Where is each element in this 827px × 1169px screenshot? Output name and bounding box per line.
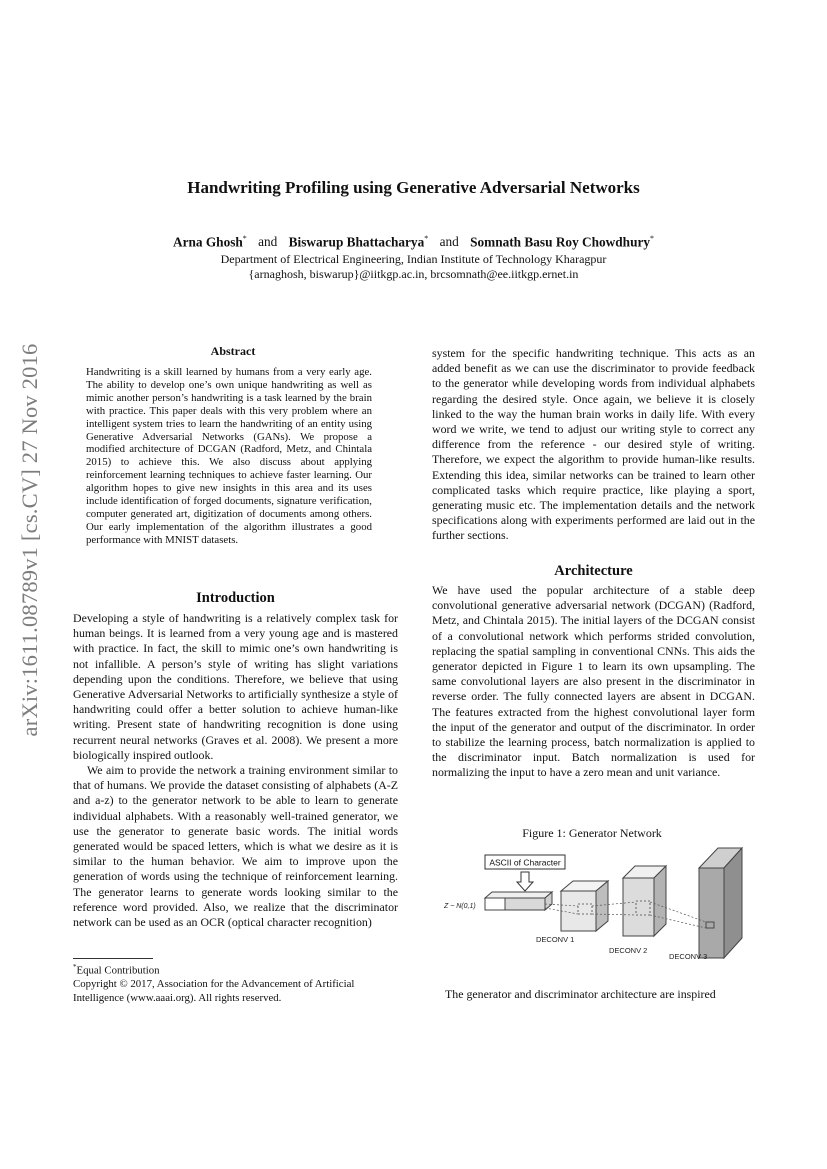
architecture-heading: Architecture: [554, 563, 633, 579]
deconv1-label: DECONV 1: [536, 935, 575, 944]
deconv1-block: [561, 891, 596, 931]
arxiv-sidebar: [10, 300, 50, 780]
introduction-heading: Introduction: [196, 590, 275, 606]
architecture-paragraph: We have used the popular architecture of a stable deep convolutional generative adversarial network (DCGAN) (Radford, Metz, and Chintala 2015). The initial layers of the DCGAN consist of a convolutional network which performs strided convolution, replacing the spatial sampling in conventional CNNs. This aids the generator depicted in Figure 1 to learn its own upsampling. The same convolutional layers are also present in the discriminator in reverse order. The fully connected layers are absent in DCGAN. The features extracted from the highest convolutional layer form the input of the generator and output of the discriminator. In order to stabilize the learning process, batch normalization is applied to the discriminator input. Batch normalization is used for normalizing the input to have a zero mean and unit variance.: [432, 583, 755, 780]
right-column-continuation: [432, 346, 755, 544]
footnote: [73, 961, 398, 1005]
introduction-body: [73, 611, 398, 930]
z-noise-label: Z ~ N(0,1): [444, 903, 476, 910]
introduction-paragraph-1: Developing a style of handwriting is a relatively complex task for human beings. It is learned from a very young age and is mastered with practice. In fact, the skill to mimic one’s own handwriting is not infallible. A person’s style of writing has slight variations depending upon the conditions. Therefore, we believe that using Generative Adversarial Networks to artificially synthesize a style of handwriting could offer a better solution to achieve human-like writing. Present state of handwriting recognition is done using recurrent neural networks (Graves et al. 2008). We present a more biologically inspired outlook.: [73, 611, 398, 762]
paper-title: Handwriting Profiling using Generative Adversarial Networks: [187, 178, 640, 197]
architecture-body: [432, 583, 755, 781]
down-arrow-icon: [517, 872, 533, 891]
continuation-paragraph: system for the specific handwriting technique. This acts as an added benefit as we can use the discriminator to provide feedback to the generator while developing words from individual alphabets regarding the desired style. Once again, we believe it is closely linked to the way the human brain works in daily life. With every word we write, we tend to adjust our writing style to correct any difference from the reference - our desired style of writing. Therefore, we expect the algorithm to provide human-like results. Extending this idea, similar networks can be trained to learn other complicated tasks which require practice, like playing a sport, generating music etc. The implementation details and the network specifications along with experiments performed are laid out in the further sections.: [432, 346, 755, 543]
author-1: Arna Ghosh: [172, 234, 243, 250]
author-emails: {arnaghosh, biswarup}@iitkgp.ac.in, brcsomnath@ee.iitkgp.ernet.in: [248, 267, 579, 281]
after-figure-paragraph: The generator and discriminator architecture are inspired: [445, 987, 716, 1001]
author-separator: and: [439, 234, 459, 250]
footnote-copyright: Copyright © 2017, Association for the Advancement of Artificial Intelligence (www.aaai.org). All rights reserved.: [73, 978, 355, 1004]
author-3: Somnath Basu Roy Chowdhury: [470, 234, 651, 250]
deconv3-label: DECONV 3: [669, 952, 708, 961]
author-list: [0, 234, 827, 250]
author-1-mark: *: [242, 234, 247, 243]
figure-1-caption: Figure 1: Generator Network: [522, 826, 662, 840]
author-2: Biswarup Bhattacharya: [288, 234, 425, 250]
generator-network-figure: [426, 846, 756, 971]
deconv3-block: [699, 868, 724, 958]
author-separator: and: [258, 234, 278, 250]
abstract-text: Handwriting is a skill learned by humans from a very early age. The ability to develop one’s own unique handwriting as well as mimic another person’s handwriting is a task learned by the brain with practice. This paper deals with this very problem where an intelligent system tries to learn the handwriting of an entity using Generative Adversarial Networks (GANs). We propose a modified architecture of DCGAN (Radford, Metz, and Chintala 2015) to achieve this. We also discuss about applying reinforcement learning techniques to achieve faster learning. Our algorithm hopes to give new insights in this area and its uses include identification of forged documents, signature verification, computer generated art, digitization of documents among others. Our early implementation of the algorithm illustrates a good performance with MNIST datasets.: [86, 366, 372, 546]
author-3-mark: *: [650, 234, 655, 243]
affiliation: Department of Electrical Engineering, Indian Institute of Technology Kharagpur: [220, 252, 607, 266]
introduction-paragraph-2: We aim to provide the network a training environment similar to that of humans. We provide the dataset consisting of alphabets (A-Z and a-z) to the generator network to be able to learn to generate individual alphabets. With a reasonably well-trained generator, we use the generator to generate basic words. The initial words generated would be spaced letters, which is what we desire as it is similar to the human behavior. We aim to improve upon the generation of words using the technique of reinforcement learning. The generator learns to generate words looking similar to the reference word provided. Also, we realize that the discriminator network can be used as an OCR (optical character recognition): [73, 763, 398, 930]
arxiv-id: arXiv:1611.08789v1 [cs.CV] 27 Nov 2016: [17, 343, 42, 737]
deconv2-label: DECONV 2: [609, 946, 648, 955]
author-2-mark: *: [424, 234, 429, 243]
footnote-mark: *: [73, 963, 77, 971]
footnote-rule: [73, 958, 153, 959]
after-figure-text: [445, 987, 755, 1002]
abstract-heading: Abstract: [210, 344, 256, 358]
deconv2-block: [623, 878, 654, 936]
footnote-equal: *Equal Contribution: [73, 963, 160, 977]
ascii-label: ASCII of Character: [489, 857, 561, 868]
